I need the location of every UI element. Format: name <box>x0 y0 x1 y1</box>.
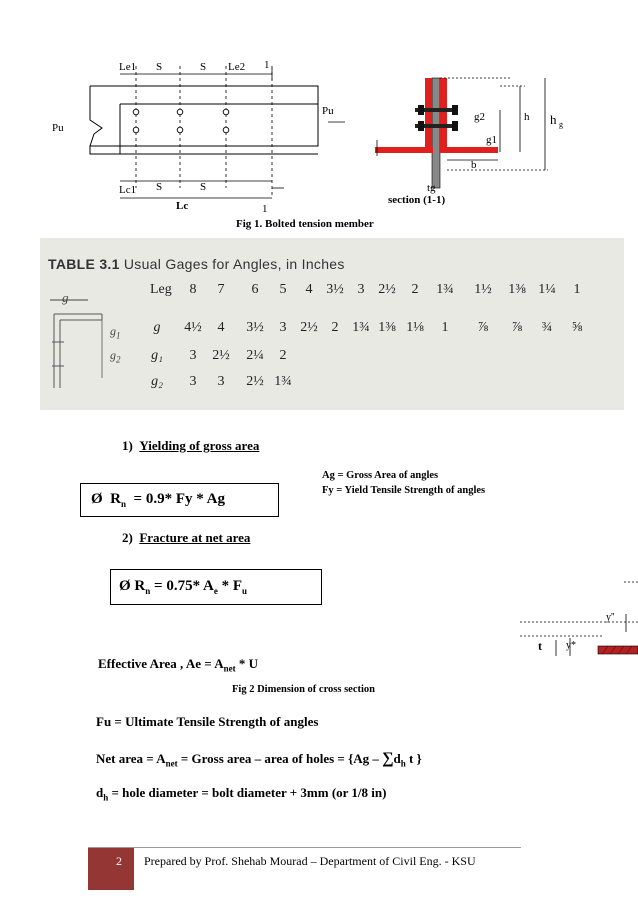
gross-area-notes <box>322 468 485 498</box>
table-title-rest: Usual Gages for Angles, in Inches <box>123 256 345 272</box>
effective-area-line: Effective Area , $Ae = A_{net} * U$ <box>98 656 258 674</box>
label-pu-left: Pu <box>52 122 64 134</box>
label-lc: Lc <box>176 200 189 212</box>
label-hg-sub: g <box>559 120 563 129</box>
label-le1-top: Le1 <box>119 61 137 73</box>
table-3-1-image: TABLE 3.1 Usual Gages for Angles, in Inches g $g_1$ $g_2$ Leg 8 7 6 5 4 3½ 3 2½ 2 1¾ 1½ 1⅜ 1¼ 1 g 4½ 4 3½ 3 2½ 2 1¾ 1⅜ 1⅛ 1 ⅞ ⅞ ¾ ⅝ g₁ 3 2½ 2¼ 2 g₂ 3 3 2½ 1¾ <box>40 238 624 410</box>
label-pu-right: Pu <box>322 105 334 117</box>
page-number: 2 <box>116 854 122 868</box>
section-caption: section (1-1) <box>388 194 446 206</box>
fig2-caption: Fig 2 Dimension of cross section <box>232 684 376 695</box>
fig2-t-label: t <box>538 639 542 653</box>
label-b: b <box>471 159 477 171</box>
label-g2: g2 <box>474 111 485 123</box>
label-s2-top: S <box>200 61 207 73</box>
label-one-top: 1 <box>264 59 270 71</box>
section-1-heading: 1) Yielding of gross area <box>122 438 260 453</box>
hole-diameter-definition: $d_h$ = hole diameter = bolt diameter + 3mm (or 1/8 in) <box>96 785 387 803</box>
label-s2-bottom: S <box>200 181 207 193</box>
label-tg: tg <box>427 182 436 194</box>
page-number-box <box>88 848 134 890</box>
fig2-y2-label: y'' <box>606 612 615 623</box>
fig1-caption: Fig 1. Bolted tension member <box>236 218 374 230</box>
table-title-prefix: TABLE 3.1 <box>48 256 120 272</box>
note-fy: Fy = Yield Tensile Strength of angles <box>322 485 486 496</box>
label-lc1-bottom: Lc1 <box>119 184 137 196</box>
fu-definition: Fu = Ultimate Tensile Strength of angles <box>96 714 319 729</box>
label-one-bottom: 1 <box>262 203 268 215</box>
footer-rule <box>88 847 521 848</box>
label-le2-top: Le2 <box>228 61 246 73</box>
label-s1-bottom: S <box>156 181 163 193</box>
label-h: h <box>524 111 530 123</box>
sketch-g1-label: $g_1$ <box>110 324 121 341</box>
fracture-formula-box <box>110 569 322 605</box>
label-hg: h <box>550 112 557 127</box>
net-area-definition: Net area = $A_{net}$ = Gross area – area of holes = {$Ag - \sum d_h$ t } <box>96 750 422 769</box>
footer-text: Prepared by Prof. Shehab Mourad – Department of Civil Eng. - KSU <box>144 854 476 868</box>
sketch-g2-label: $g_2$ <box>110 348 121 365</box>
table-title <box>48 256 345 272</box>
fracture-formula: Ø $R_n = 0.75*$ $A_e * F_u$ <box>119 578 248 596</box>
bolted-tension-member-figure <box>40 48 600 238</box>
note-ag: Ag = Gross Area of angles <box>322 470 439 481</box>
angle-gage-sketch <box>44 288 114 398</box>
yield-formula: Ø $R_n = 0.9*$ Fy * Ag <box>91 491 225 509</box>
section-2-heading: 2) Fracture at net area <box>122 530 251 545</box>
fig2-ystar-label: y* <box>566 640 576 651</box>
label-g1: g1 <box>486 134 497 146</box>
label-s1-top: S <box>156 61 163 73</box>
yield-formula-box <box>80 483 279 517</box>
sketch-g-label: g <box>62 290 69 305</box>
